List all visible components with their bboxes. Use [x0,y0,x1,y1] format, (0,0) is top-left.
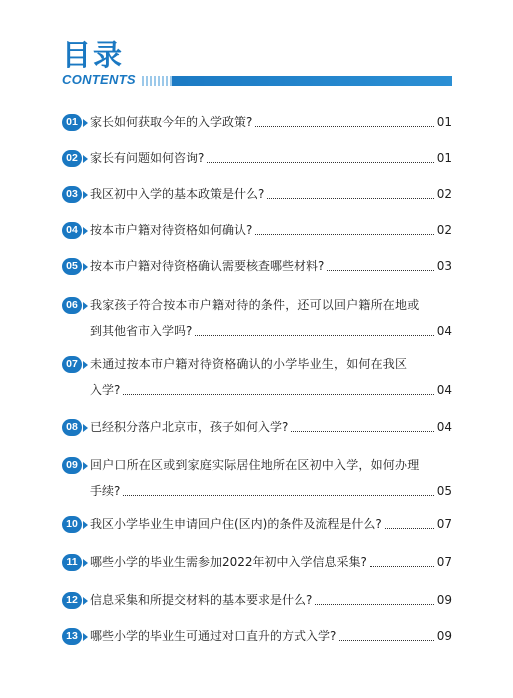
dot-leader [207,162,433,163]
page-number: 09 [436,629,452,643]
arrow-icon [83,263,88,271]
dot-leader [255,126,433,127]
entry-title: 已经积分落户北京市，孩子如何入学? [90,420,289,434]
entry-title: 我家孩子符合按本市户籍对待的条件，还可以回户籍所在地或 [90,298,420,312]
page-number: 05 [436,484,452,498]
arrow-icon [83,424,88,432]
page-number: 09 [436,593,452,607]
page-number: 04 [436,383,452,397]
entry-number-badge: 12 [62,592,82,609]
entry-number-badge: 01 [62,114,82,131]
entry-title: 家长如何获取今年的入学政策? [90,115,253,129]
page-title: 目录 [62,38,125,72]
entry-title: 按本市户籍对待资格确认需要核查哪些材料? [90,259,325,273]
arrow-icon [83,227,88,235]
arrow-icon [83,191,88,199]
entry-number-badge: 10 [62,516,82,533]
entry-title: 家长有问题如何咨询? [90,151,205,165]
arrow-icon [83,462,88,470]
entry-title: 回户口所在区或到家庭实际居住地所在区初中入学，如何办理 [90,458,420,472]
dot-leader [123,495,433,496]
page-number: 01 [436,115,452,129]
header-bar [142,76,452,86]
dot-leader [291,431,433,432]
dot-leader [123,394,433,395]
toc-header [62,38,452,90]
page-number: 03 [436,259,452,273]
entry-number-badge: 07 [62,356,82,373]
entry-title: 到其他省市入学吗? [90,324,193,338]
arrow-icon [83,302,88,310]
entry-number-badge: 11 [62,554,82,571]
dot-leader [315,604,433,605]
entry-number-badge: 08 [62,419,82,436]
dot-leader [255,234,433,235]
entry-number-badge: 03 [62,186,82,203]
entry-number-badge: 02 [62,150,82,167]
page-number: 01 [436,151,452,165]
entry-title: 哪些小学的毕业生可通过对口直升的方式入学? [90,629,337,643]
page-number: 02 [436,187,452,201]
dot-leader [385,528,434,529]
dot-leader [267,198,433,199]
page-number: 07 [436,517,452,531]
entry-title: 未通过按本市户籍对待资格确认的小学毕业生，如何在我区 [90,357,408,371]
entry-number-badge: 04 [62,222,82,239]
dot-leader [370,566,434,567]
page-number: 04 [436,324,452,338]
dot-leader [195,335,433,336]
dot-leader [327,270,433,271]
arrow-icon [83,361,88,369]
arrow-icon [83,559,88,567]
entry-title: 按本市户籍对待资格如何确认? [90,223,253,237]
entry-title: 手续? [90,484,121,498]
arrow-icon [83,155,88,163]
entry-title: 入学? [90,383,121,397]
page-number: 07 [436,555,452,569]
entry-number-badge: 13 [62,628,82,645]
entry-title: 信息采集和所提交材料的基本要求是什么? [90,593,313,607]
header-bar-stripes [142,76,172,86]
page-subtitle: CONTENTS [62,72,136,87]
entry-title: 我区小学毕业生申请回户住(区内)的条件及流程是什么? [90,517,382,531]
page-number: 02 [436,223,452,237]
arrow-icon [83,119,88,127]
entry-title: 哪些小学的毕业生需参加2022年初中入学信息采集? [90,555,367,569]
entry-number-badge: 09 [62,457,82,474]
entry-number-badge: 06 [62,297,82,314]
arrow-icon [83,597,88,605]
page-number: 04 [436,420,452,434]
arrow-icon [83,521,88,529]
entry-title: 我区初中入学的基本政策是什么? [90,187,265,201]
arrow-icon [83,633,88,641]
dot-leader [339,640,433,641]
entry-number-badge: 05 [62,258,82,275]
